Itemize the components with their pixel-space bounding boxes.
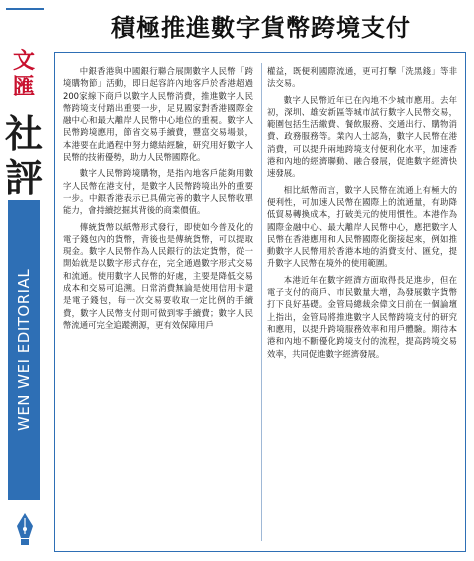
paragraph: 數字人民幣跨境購物，是指內地客戶能夠用數字人民幣在港支付，是數字人民幣跨境出外的重要一步。中銀香港表示已具備完善的數字人民幣收單能力，會持續挖掘其背後的商業價值。 — [63, 168, 253, 216]
column-divider — [261, 63, 262, 541]
right-column — [267, 65, 457, 364]
sidebar-masthead — [0, 0, 46, 561]
brand-name: 文匯 — [12, 48, 35, 100]
fountain-pen-icon — [14, 512, 36, 548]
paragraph: 相比紙幣而言，數字人民幣在流通上有極大的便利性，可加速人民幣在國際上的流通量，有助降低貿易轉換成本，打破美元的使用慣性。本港作為國際金融中心、最大離岸人民幣中心，應把數字人民幣在香港應用和人民幣國際化銜接起來，例如推動數字人民幣用於香港本地的消費支付、匯兌，提升數字人民幣在境外的使用範圍。 — [267, 184, 457, 269]
editorial-content — [54, 8, 468, 553]
left-column — [63, 65, 253, 335]
edition-english-label: WEN WEI EDITORIAL — [15, 268, 33, 432]
masthead-top-rule — [6, 8, 44, 10]
paragraph: 本港近年在數字經濟方面取得長足進步，但在電子支付的商戶、市民數量大增，為發展數字貨幣打下良好基礎。金管局總裁余偉文日前在一個論壇上指出，金管局將推進數字人民幣跨境支付的研究和應用，以提升跨境服務效率和用戶體驗。期待本港和內地不斷優化跨境支付的流程，提高跨境交易效率，共同促進數字經濟發展。 — [267, 274, 457, 359]
column-title: 社評 — [4, 111, 43, 200]
paragraph: 權益，既便利國際流通，更可打擊「洗黑錢」等非法交易。 — [267, 66, 457, 89]
paragraph: 傳統貨幣以紙幣形式發行，即使如今普及化的電子錢包內的貨幣，背後也是傳統貨幣，可以提取現金。數字人民幣作為人民銀行的法定貨幣，從一開始就是以數字形式存在，完全通過數字形式交易和流通。使用數字人民幣的好處，主要是降低交易成本和交易可追溯。日常消費無論是使用信用卡還是電子錢包，每一次交易要收取一定比例的手續費，數字人民幣支付則可做到零手續費；數字人民幣流通可完全追蹤溯源，更有效保障用戶 — [63, 221, 253, 330]
article-frame — [54, 52, 466, 552]
paragraph: 數字人民幣近年已在內地不少城市應用。去年初，深圳、雄安新區等城市試行數字人民幣交易，範圍包括生活繳費、餐飲服務、交通出行、購物消費、政務服務等。業內人士認為，數字人民幣在港消費，可以提升兩地跨境支付便利化水平，加速香港和內地的經濟聯動、融合發展，促進數字經濟快速發展。 — [267, 94, 457, 179]
headline: 積極推進數字貨幣跨境支付 — [111, 13, 411, 42]
paragraph: 中銀香港與中國銀行聯合展開數字人民幣「跨境購物節」活動，即日起容許內地客戶於香港超過200家線下商戶以數字人民幣消費，推進數字人民幣跨境支付踏出重要一步，足見國家對香港國際金融中心和最大離岸人民幣中心地位的重視。數字人民幣跨境應用，節省交易手續費，豐富交易場景，本港要在此過程中努力總結經驗，研究用好數字人民幣的技術優勢，助力人民幣國際化。 — [63, 66, 253, 163]
